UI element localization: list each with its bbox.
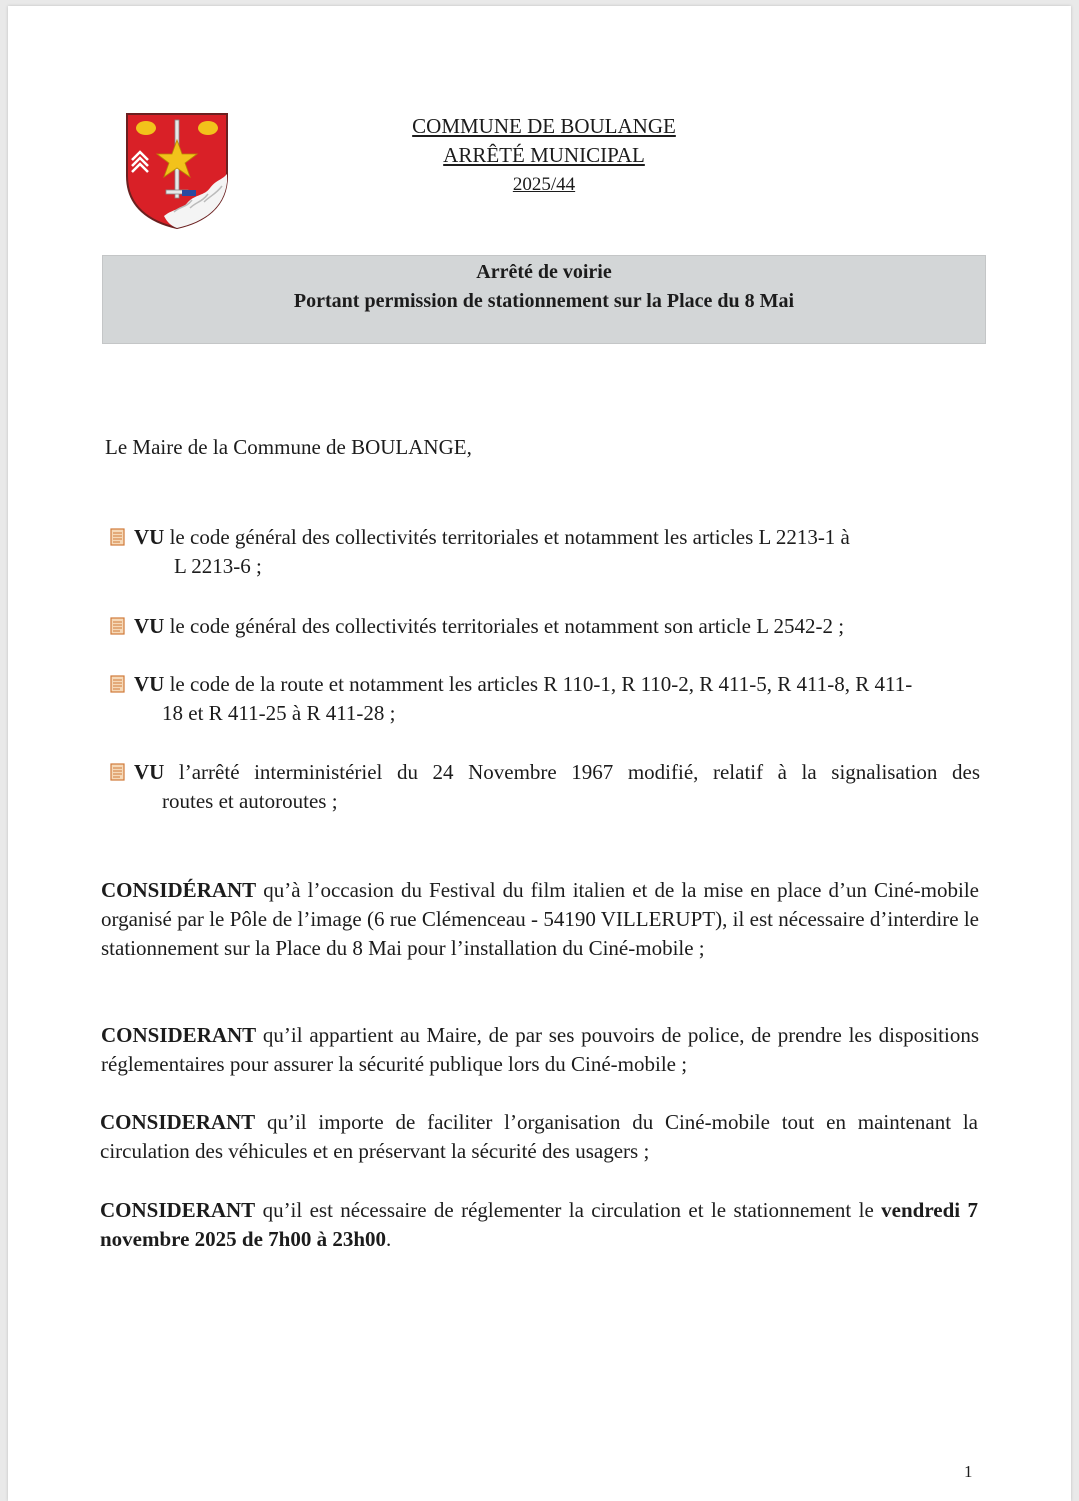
visa-item [108,758,980,816]
considerant-date: vendredi 7 novembre 2025 de 7h00 à 23h00 [100,1198,978,1251]
considerant-paragraph [100,1108,978,1166]
visa-text-cont: 18 et R 411-25 à R 411-28 ; [162,701,396,725]
visa-lead: VU [134,760,165,784]
visa-text: l’arrêté interministériel du 24 Novembre 1967 modifié, relatif à la signalisation des [164,760,980,784]
greeting: Le Maire de la Commune de BOULANGE, [105,435,472,459]
visa-text: le code général des collectivités territoriales et notamment les articles L 2213-1 à [164,525,850,549]
document-page [8,6,1071,1501]
considerant-text: qu’il appartient au Maire, de par ses pouvoirs de police, de prendre les dispositions réglementaires pour assurer la sécurité publique lors du Ciné-mobile ; [101,1023,979,1076]
scroll-bullet-icon [108,761,128,783]
considerant-paragraph [100,1196,978,1254]
visa-item [108,612,980,641]
visa-text: le code de la route et notamment les articles R 110-1, R 110-2, R 411-5, R 411-8, R 411- [164,672,913,696]
scroll-bullet-icon [108,526,128,548]
considerant-text: qu’il est nécessaire de réglementer la circulation et le stationnement le [255,1198,882,1222]
scroll-bullet-icon [108,673,128,695]
coat-of-arms-icon [124,112,230,230]
considerant-text: qu’il importe de faciliter l’organisation du Ciné-mobile tout en maintenant la circulation des véhicules et en préservant la sécurité des usagers ; [100,1110,978,1163]
visa-text-cont: L 2213-6 ; [174,554,262,578]
considerant-tail: . [386,1227,392,1251]
visa-lead: VU [134,672,165,696]
visa-lead: VU [134,614,165,638]
considerant-paragraph [101,1021,979,1079]
page-number: 1 [964,1462,973,1481]
visa-text-cont: routes et autoroutes ; [162,789,338,813]
visa-item [108,523,980,581]
visa-lead: VU [134,525,165,549]
considerant-lead: CONSIDÉRANT [101,878,257,902]
considerant-lead: CONSIDERANT [100,1110,256,1134]
visa-item [108,670,980,728]
considerant-text: qu’à l’occasion du Festival du film italien et de la mise en place d’un Ciné-mobile organisé par le Pôle de l’image (6 rue Clémenceau - 54190 VILLERUPT), il est nécessaire d’interdire le stationnement sur la Place du 8 Mai pour l’installation du Ciné-mobile ; [101,878,979,960]
banner-title: Arrêté de voirie [476,261,612,283]
subject-banner [102,255,986,344]
considerant-paragraph [101,876,979,963]
document-header [344,112,744,199]
scroll-bullet-icon [108,615,128,637]
document-type: ARRÊTÉ MUNICIPAL [443,143,645,167]
visa-text: le code général des collectivités territoriales et notamment son article L 2542-2 ; [164,614,845,638]
considerant-lead: CONSIDERANT [100,1198,256,1222]
document-number: 2025/44 [512,174,576,195]
considerant-lead: CONSIDERANT [101,1023,257,1047]
commune-title: COMMUNE DE BOULANGE [412,114,676,138]
banner-subtitle: Portant permission de stationnement sur la Place du 8 Mai [293,290,795,312]
